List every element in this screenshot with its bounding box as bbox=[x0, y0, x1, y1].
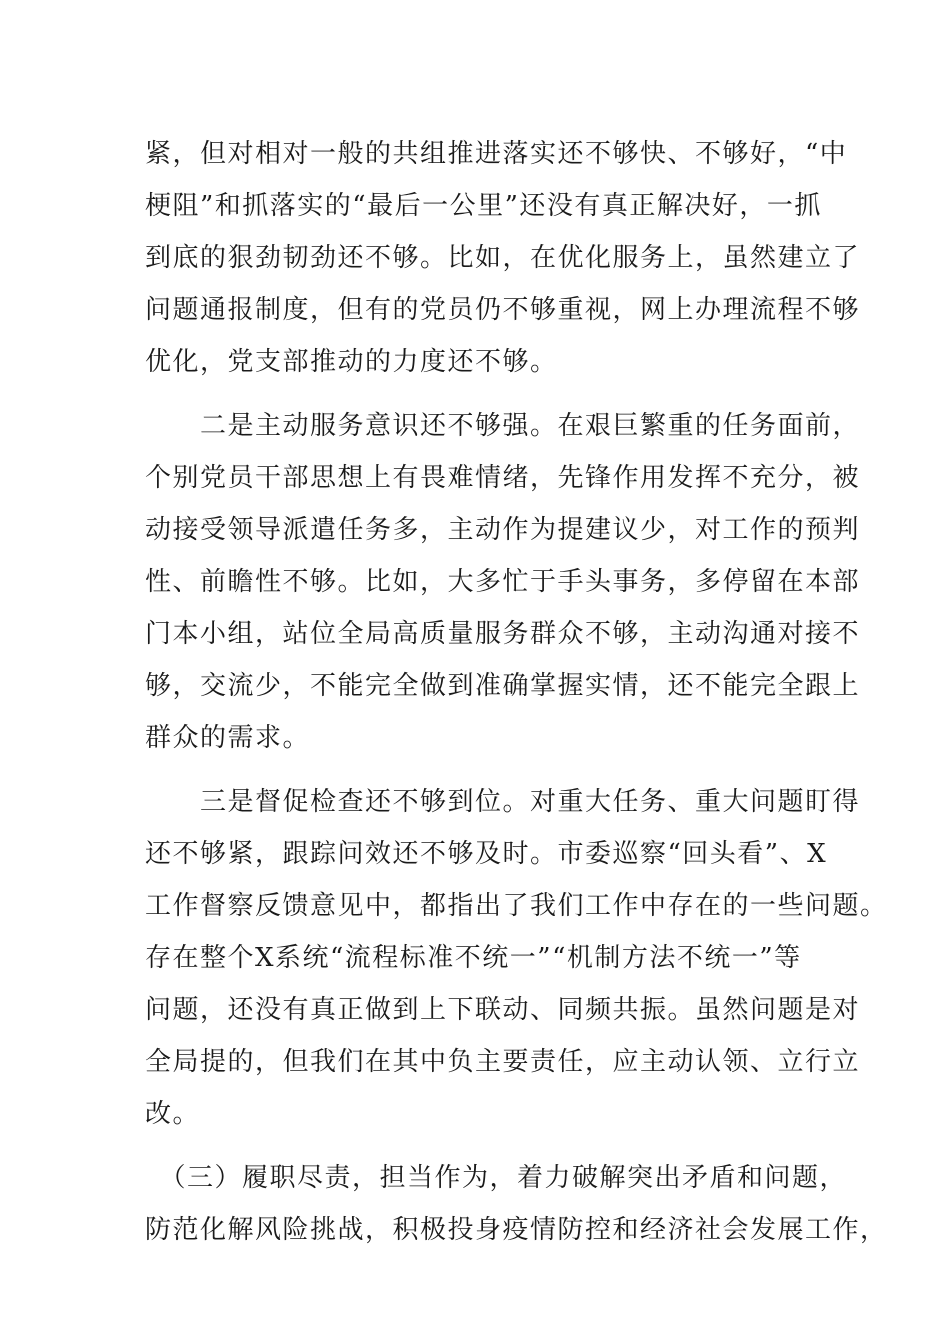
text-line: 够，交流少，不能完全做到准确掌握实情，还不能完全跟上 bbox=[145, 671, 861, 701]
text-line: 问题，还没有真正做到上下联动、同频共振。虽然问题是对 bbox=[145, 995, 861, 1025]
text-line: 问题通报制度，但有的党员仍不够重视，网上办理流程不够 bbox=[145, 295, 861, 325]
text-line: 工作督察反馈意见中，都指出了我们工作中存在的一些问题。 bbox=[145, 891, 888, 921]
paragraph-1 bbox=[145, 128, 861, 388]
text-line: 三是督促检查还不够到位。对重大任务、重大问题盯得 bbox=[145, 787, 861, 817]
text-line: 群众的需求。 bbox=[145, 723, 311, 753]
text-line: 还不够紧，跟踪问效还不够及时。市委巡察“回头看”、X bbox=[145, 839, 828, 869]
text-line: 全局提的，但我们在其中负主要责任，应主动认领、立行立 bbox=[145, 1047, 861, 1077]
text-line: 改。 bbox=[145, 1099, 201, 1129]
text-line: （三）履职尽责，担当作为，着力破解突出矛盾和问题， bbox=[145, 1163, 848, 1193]
paragraph-gap bbox=[145, 1140, 825, 1152]
text-line: 存在整个X系统“流程标准不统一”“机制方法不统一”等 bbox=[145, 943, 802, 973]
paragraph-4 bbox=[145, 1152, 888, 1256]
text-line: 优化，党支部推动的力度还不够。 bbox=[145, 347, 558, 377]
paragraph-3 bbox=[145, 776, 888, 1140]
paragraph-gap bbox=[145, 388, 825, 400]
paragraph-2 bbox=[145, 400, 861, 764]
text-line: 二是主动服务意识还不够强。在艰巨繁重的任务面前， bbox=[145, 411, 861, 441]
text-line: 防范化解风险挑战，积极投身疫情防控和经济社会发展工作， bbox=[145, 1215, 888, 1245]
text-line: 梗阻”和抓落实的“最后一公里”还没有真正解决好，一抓 bbox=[145, 191, 822, 221]
text-line: 动接受领导派遣任务多，主动作为提建议少，对工作的预判 bbox=[145, 515, 861, 545]
text-line: 个别党员干部思想上有畏难情绪，先锋作用发挥不充分，被 bbox=[145, 463, 861, 493]
text-line: 性、前瞻性不够。比如，大多忙于手头事务，多停留在本部 bbox=[145, 567, 861, 597]
text-line: 到底的狠劲韧劲还不够。比如，在优化服务上，虽然建立了 bbox=[145, 243, 861, 273]
paragraph-gap bbox=[145, 764, 825, 776]
body-text bbox=[145, 128, 888, 1256]
text-line: 门本小组，站位全局高质量服务群众不够，主动沟通对接不 bbox=[145, 619, 861, 649]
text-line: 紧，但对相对一般的共组推进落实还不够快、不够好，“中 bbox=[145, 139, 848, 169]
